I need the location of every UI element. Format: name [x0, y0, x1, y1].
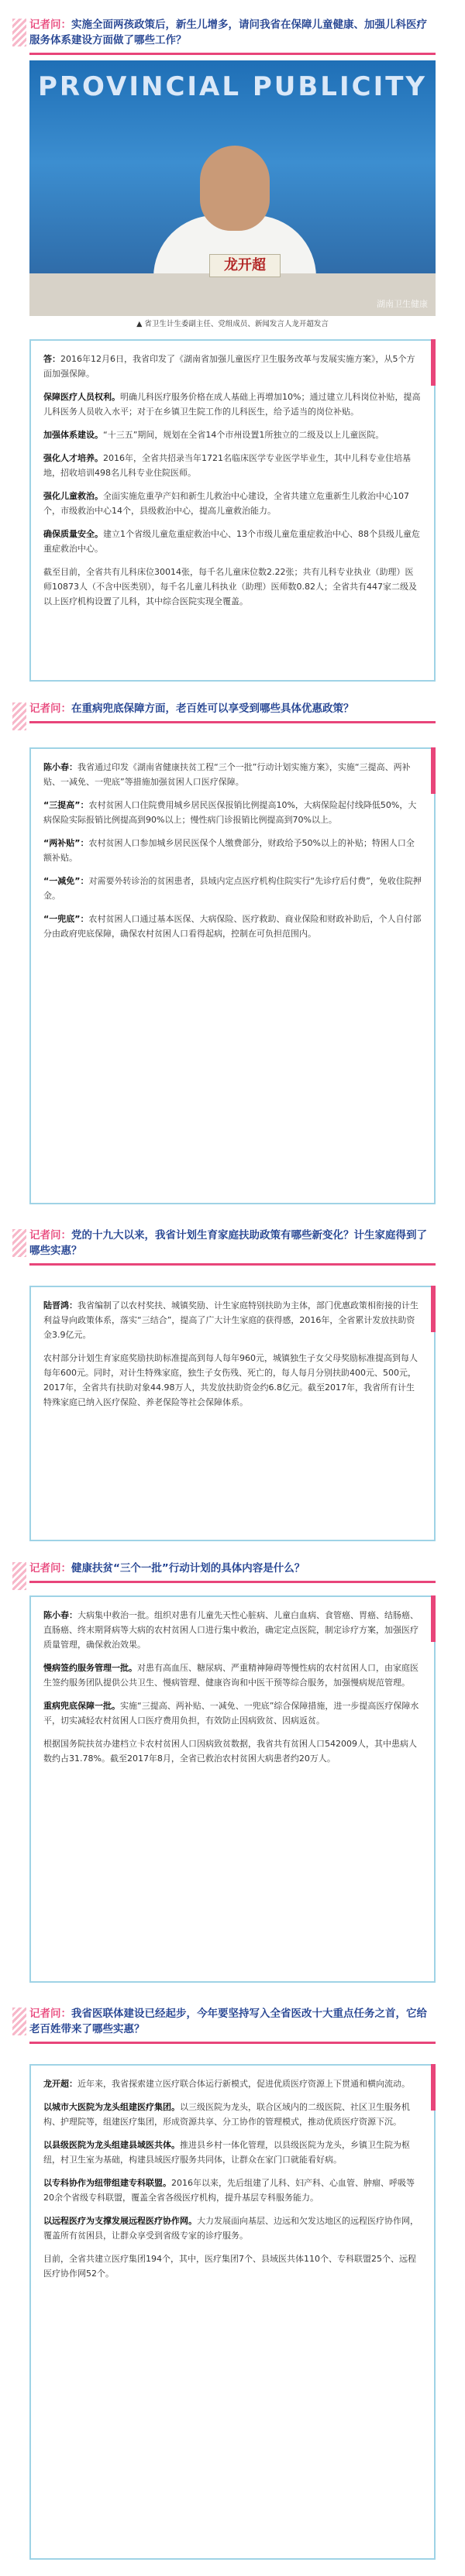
answer-paragraph: 慢病签约服务管理一批。对患有高血压、糖尿病、严重精神障碍等慢性病的农村贫困人口，由家庭医生签约服务团队提供公共卫生、慢病管理、健康咨询和中医干预等综合服务，加强慢病规范管理。: [43, 1663, 418, 1688]
asker-label: 记者问：: [29, 2008, 71, 2020]
answer-card-1: [29, 339, 436, 682]
question-header-2: [29, 701, 436, 723]
answer-paragraph: “两补贴”：农村贫困人口参加城乡居民医保个人缴费部分，财政给予50%以上的补贴；特困人口全额补贴。: [43, 838, 415, 863]
asker-label: 记者问：: [29, 1562, 71, 1575]
stripe-decoration: [12, 2008, 26, 2035]
answer-paragraph: 以专科协作为纽带组建专科联盟。2016年以来，先后组建了儿科、妇产科、心血管、肿瘤、呼吸等20余个省级专科联盟，覆盖全省各级医疗机构，提升基层专科服务能力。: [43, 2178, 415, 2203]
answer-paragraph: 加强体系建设。“十三五”期间，规划在全省14个市州设置1所独立的二级及以上儿童医院。: [43, 430, 384, 440]
accent-bar: [431, 1595, 436, 1642]
answer-paragraph: 强化人才培养。2016年，全省共招录当年1721名临床医学专业医学毕业生，其中儿科专业住培基地，招收培训498名儿科专业住院医师。: [43, 453, 411, 478]
answer-paragraph: 陈小春：我省通过印发《湖南省健康扶贫工程“三个一批”行动计划实施方案》，实施“三提高、两补贴、一减免、一兜底”等措施加强贫困人口医疗保障。: [43, 762, 411, 787]
watermark: 湖南卫生健康: [377, 299, 428, 309]
asker-label: 记者问：: [29, 702, 71, 715]
press-conference-photo: [29, 60, 436, 316]
question-text: 在重病兜底保障方面，老百姓可以享受到哪些具体优惠政策？: [71, 702, 354, 715]
answer-paragraph: 确保质量安全。建立1个省级儿童危重症救治中心、13个市级儿童危重症救治中心、88个县级儿童危重症救治中心。: [43, 529, 420, 554]
answer-paragraph: 目前，全省共建立医疗集团194个，其中，医疗集团7个、县域医共体110个、专科联盟25个、远程医疗协作网52个。: [43, 2254, 416, 2279]
answer-paragraph: “三提高”：农村贫困人口住院费用城乡居民医保报销比例提高10%，大病保险起付线降低50%，大病保险实际报销比例提高到90%以上；慢性病门诊报销比例提高到70%以上。: [43, 800, 417, 825]
answer-paragraph: 陆晋鸿：我省编制了以农村奖扶、城镇奖励、计生家庭特别扶助为主体，部门优惠政策相衔接的计生利益导向政策体系，落实“三结合”，提高了广大计生家庭的获得感，2016年，全省累计发放扶助资金3.9亿元。: [43, 1300, 418, 1340]
answer-paragraph: “一减免”：对需要外转诊治的贫困患者，县域内定点医疗机构住院实行“先诊疗后付费”，免收住院押金。: [43, 876, 422, 901]
answer-paragraph: 重病兜底保障一批。实施“三提高、两补贴、一减免、一兜底”综合保障措施，进一步提高医疗保障水平，切实减轻农村贫困人口医疗费用负担，有效防止因病致贫、因病返贫。: [43, 1701, 419, 1726]
accent-bar: [431, 1286, 436, 1332]
name-plate: 龙开超: [209, 254, 281, 277]
answer-paragraph: 强化儿童救治。全面实施危重孕产妇和新生儿救治中心建设，全省共建立危重新生儿救治中心107个，市级救治中心14个，县级救治中心，提高儿童救治能力。: [43, 491, 409, 516]
stripe-decoration: [12, 702, 26, 730]
photo-caption: ▲ 省卫生计生委副主任、党组成员、新闻发言人龙开超发言: [136, 320, 329, 328]
answer-card-4: [29, 1595, 436, 1983]
question-header-3: [29, 1228, 436, 1266]
answer-paragraph: 龙开超：近年来，我省探索建立医疗联合体运行新模式，促进优质医疗资源上下贯通和横向流动。: [43, 2079, 410, 2089]
accent-bar: [431, 2064, 436, 2111]
asker-label: 记者问：: [29, 1229, 71, 1242]
question-text: 党的十九大以来，我省计划生育家庭扶助政策有哪些新变化？计生家庭得到了哪些实惠？: [29, 1229, 427, 1257]
answer-card-5: [29, 2064, 436, 2560]
backdrop-banner-text: PROVINCIAL PUBLICITY: [37, 71, 428, 102]
answer-paragraph: 以县级医院为龙头组建县域医共体。推进县乡村一体化管理，以县级医院为龙头，乡镇卫生院为枢纽，村卫生室为基础，构建县域医疗服务共同体，让群众在家门口就能看好病。: [43, 2140, 410, 2165]
answer-paragraph: 以城市大医院为龙头组建医疗集团。以三级医院为龙头，联合区域内的二级医院、社区卫生服务机构、护理院等，组建医疗集团，形成资源共享、分工协作的管理模式，推动优质医疗资源下沉。: [43, 2102, 410, 2127]
answer-paragraph: 农村部分计划生育家庭奖励扶助标准提高到每人每年960元，城镇独生子女父母奖励标准提高到每人每年600元。同时，对计生特殊家庭，独生子女伤残、死亡的，每人每月分别扶助400元、500元，2017年，全省共有扶助对象44.98万人，共发放扶助资金约6.8亿元。截至2017年，我省所有计生特殊家庭已纳入医疗保险、养老保险等社会保障体系。: [43, 1353, 418, 1407]
answer-paragraph: 陈小春：大病集中救治一批。组织对患有儿童先天性心脏病、儿童白血病、食管癌、胃癌、结肠癌、直肠癌、终末期肾病等大病的农村贫困人口进行集中救治，确定定点医院，制定诊疗方案，加强医疗质量管理，确保救治效果。: [43, 1610, 418, 1650]
answer-paragraph: 截至目前，全省共有儿科床位30014张，每千名儿童床位数2.22张；共有儿科专业执业（助理）医师10873人（不含中医类别），每千名儿童儿科执业（助理）医师数0.82人；全省共有447家二级及以上医疗机构设置了儿科，其中综合医院实现全覆盖。: [43, 567, 417, 606]
answer-paragraph: “一兜底”：农村贫困人口通过基本医保、大病保险、医疗救助、商业保险和财政补助后，个人自付部分由政府兜底保障，确保农村贫困人口看得起病，控制在可负担范围内。: [43, 914, 422, 939]
asker-label: 记者问：: [29, 19, 71, 31]
answer-card-3: [29, 1286, 436, 1541]
accent-bar: [431, 339, 436, 386]
question-text: 我省医联体建设已经起步，今年要坚持写入全省医改十大重点任务之首，它给老百姓带来了哪些实惠？: [29, 2008, 427, 2035]
desk: [29, 273, 436, 316]
question-header-4: [29, 1561, 436, 1583]
question-text: 实施全面两孩政策后，新生儿增多，请问我省在保障儿童健康、加强儿科医疗服务体系建设方面做了哪些工作？: [29, 19, 427, 46]
answer-paragraph: 答：2016年12月6日，我省印发了《湖南省加强儿童医疗卫生服务改革与发展实施方案》，从5个方面加强保障。: [43, 354, 415, 379]
question-header-5: [29, 2006, 436, 2044]
question-header-1: [29, 17, 436, 55]
answer-paragraph: 以远程医疗为支撑发展远程医疗协作网。大力发展面向基层、边远和欠发达地区的远程医疗协作网，覆盖所有贫困县，让群众享受到省级专家的诊疗服务。: [43, 2216, 418, 2241]
stripe-decoration: [12, 1229, 26, 1257]
accent-bar: [431, 747, 436, 794]
answer-paragraph: 保障医疗人员权利。明确儿科医疗服务价格在成人基础上再增加10%；通过建立儿科岗位补贴，提高儿科医务人员收入水平；对于在乡镇卫生院工作的儿科医生，给予适当的岗位补贴。: [43, 392, 421, 417]
stripe-decoration: [12, 1562, 26, 1590]
stripe-decoration: [12, 19, 26, 46]
speaker-head: [200, 146, 270, 231]
question-text: 健康扶贫“三个一批”行动计划的具体内容是什么？: [71, 1562, 305, 1575]
answer-card-2: [29, 747, 436, 1204]
answer-paragraph: 根据国务院扶贫办建档立卡农村贫困人口因病致贫数据，我省共有贫困人口542009人，其中患病人数约占31.78%。截至2017年8月，全省已救治农村贫困大病患者约20万人。: [43, 1739, 417, 1764]
